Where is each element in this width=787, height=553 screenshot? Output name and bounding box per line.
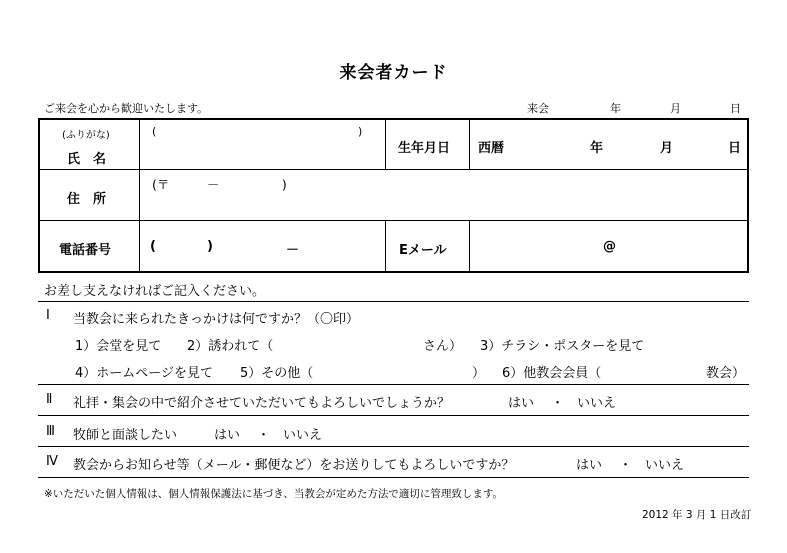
postal-code-field: (〒 － ) xyxy=(152,177,287,192)
q2-number: Ⅱ xyxy=(46,392,53,407)
form-col-divider-birth-left xyxy=(385,118,386,169)
phone-open-paren: ( xyxy=(150,239,156,254)
address-label: 住 所 xyxy=(67,192,107,207)
q3-separator: ・ xyxy=(257,428,271,443)
q1-number: Ⅰ xyxy=(46,308,50,323)
visit-date-label: 来会 xyxy=(527,102,549,115)
furigana-open-paren: ( xyxy=(152,125,157,138)
name-label: 氏 名 xyxy=(67,152,107,167)
q4-no-option: いいえ xyxy=(645,458,685,473)
survey-divider-top xyxy=(38,301,749,302)
page-title: 来会者カード xyxy=(339,63,448,83)
survey-divider-bottom xyxy=(38,477,749,478)
survey-divider-q4 xyxy=(38,446,749,447)
birth-day-label: 日 xyxy=(728,141,742,156)
furigana-close-paren: ) xyxy=(358,125,363,138)
q2-no-option: いいえ xyxy=(577,396,617,411)
info-form-box xyxy=(38,118,749,273)
q3-question: 牧師と面談したい xyxy=(73,428,178,443)
birthdate-label: 生年月日 xyxy=(398,141,451,156)
form-row-divider-2 xyxy=(38,220,749,221)
q3-yes-option: はい xyxy=(214,428,241,443)
form-col-divider-birth-right xyxy=(469,118,470,169)
q1-option-4: 4）ホームページを見て xyxy=(75,366,214,381)
phone-close-paren: ) xyxy=(207,239,213,254)
survey-divider-q3 xyxy=(38,415,749,416)
q2-question: 礼拝・集会の中で紹介させていただいてもよろしいでしょうか？ xyxy=(73,396,451,411)
phone-dash: － xyxy=(286,243,300,258)
birth-month-label: 月 xyxy=(660,141,674,156)
survey-intro: お差し支えなければご記入ください。 xyxy=(44,284,266,299)
furigana-label: (ふりがな) xyxy=(62,130,110,141)
q1-option-6: 6）他教会会員（ xyxy=(502,366,602,381)
form-col-divider-email-right xyxy=(469,220,470,273)
form-row-divider-1 xyxy=(38,169,749,170)
q4-yes-option: はい xyxy=(576,458,603,473)
revision-date: 2012 年 3 月 1 日改訂 xyxy=(642,509,752,521)
privacy-notice: ※いただいた個人情報は、個人情報保護法に基づき、当教会が定めた方法で適切に管理致します。 xyxy=(44,488,504,500)
survey-divider-q2 xyxy=(38,384,749,385)
q4-number: Ⅳ xyxy=(46,454,58,469)
visit-year-label: 年 xyxy=(610,102,621,115)
phone-label: 電話番号 xyxy=(59,243,112,258)
greeting-text: ご来会を心から歓迎いたします。 xyxy=(44,102,209,115)
q1-question: 当教会に来られたきっかけは何ですか？（〇印） xyxy=(73,312,360,327)
q2-separator: ・ xyxy=(551,396,565,411)
visit-day-label: 日 xyxy=(730,102,741,115)
form-col-divider-label xyxy=(139,118,140,273)
q1-option-2-suffix: さん） xyxy=(423,339,463,354)
q1-option-2: 2）誘われて（ xyxy=(187,339,274,354)
birth-year-label: 年 xyxy=(590,141,604,156)
q4-question: 教会からお知らせ等（メール・郵便など）をお送りしてもよろしいですか？ xyxy=(73,458,515,473)
q1-option-1: 1）会堂を見て xyxy=(75,339,162,354)
q3-no-option: いいえ xyxy=(283,428,323,443)
q1-option-5-suffix: ） xyxy=(472,366,486,381)
email-at-sign: @ xyxy=(603,239,616,254)
q4-separator: ・ xyxy=(619,458,633,473)
q1-option-5: 5）その他（ xyxy=(240,366,314,381)
q1-option-3: 3）チラシ・ポスターを見て xyxy=(480,339,645,354)
form-col-divider-email-left xyxy=(385,220,386,273)
q3-number: Ⅲ xyxy=(46,424,55,439)
email-label: Eメール xyxy=(399,243,447,258)
q1-option-6-suffix: 教会） xyxy=(706,366,746,381)
visit-month-label: 月 xyxy=(670,102,681,115)
era-label: 西暦 xyxy=(478,141,505,156)
q2-yes-option: はい xyxy=(508,396,535,411)
